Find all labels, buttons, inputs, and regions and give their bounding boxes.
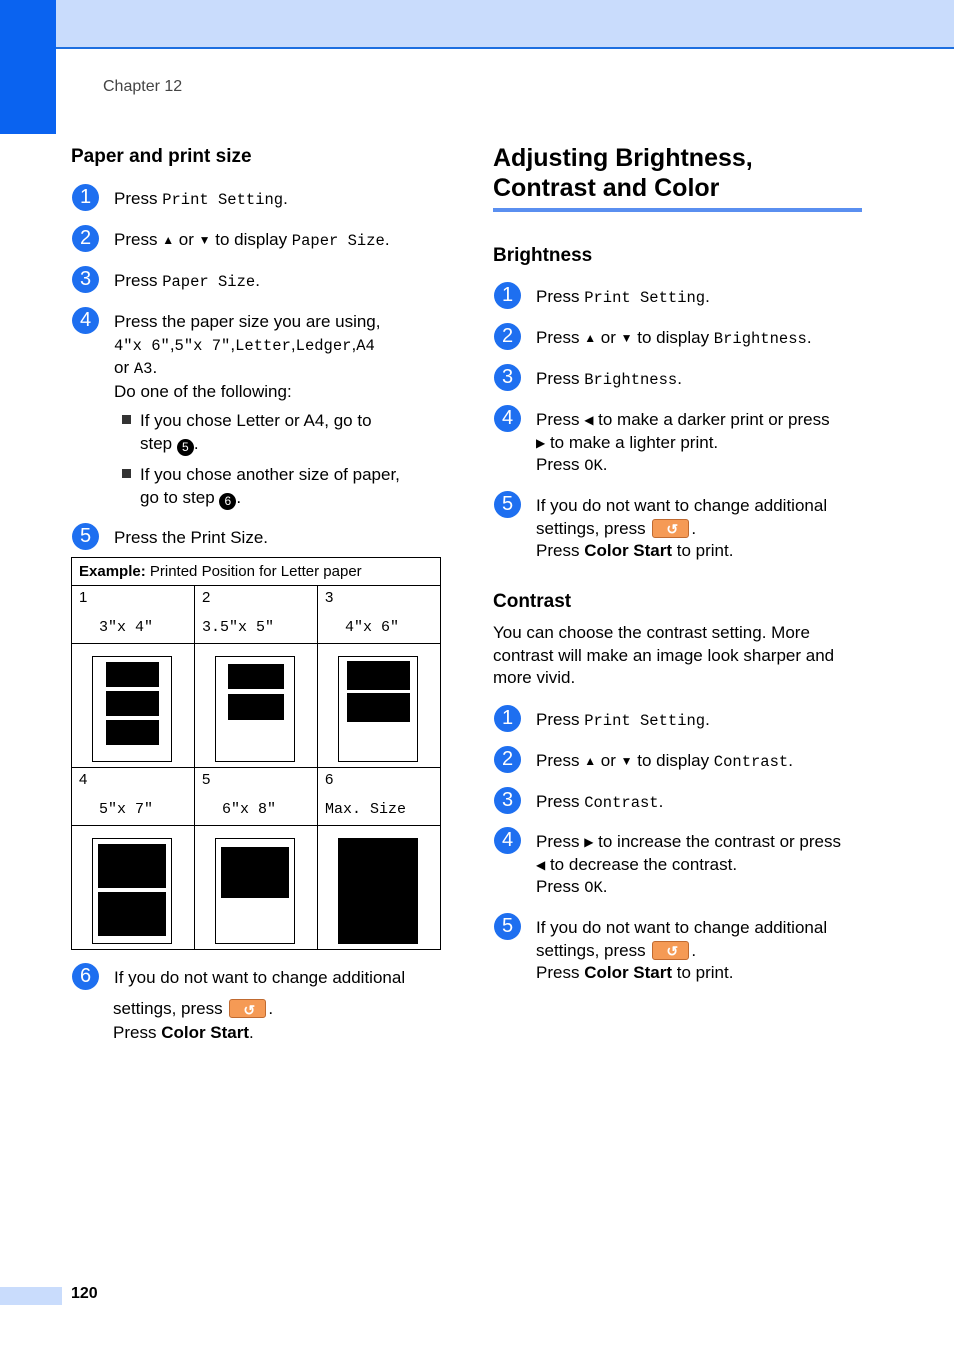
text-segment: . <box>658 792 664 811</box>
text-segment: Press <box>114 271 163 290</box>
paper-illustration-3-5x5 <box>195 644 318 768</box>
chapter-tab <box>0 0 56 134</box>
text-segment: . <box>705 287 710 306</box>
step-number-badge: 3 <box>72 266 99 293</box>
text-segment: Press <box>536 792 585 811</box>
cell-number: 3 <box>325 589 334 606</box>
text-segment: . <box>152 358 158 377</box>
lcd-text: Ledger <box>295 336 352 355</box>
text-segment: If you do not want to change additional <box>536 918 828 937</box>
lcd-text: Letter <box>235 336 291 355</box>
paper-illustration-5x7 <box>72 826 195 949</box>
text-segment: . <box>806 328 812 347</box>
lcd-text: Print Setting <box>584 712 706 730</box>
lcd-text: Brightness <box>713 330 807 348</box>
bullet-text: If you chose another size of paper, <box>140 465 400 484</box>
step-text <box>114 311 380 403</box>
bullet-text: If you chose Letter or A4, go to <box>140 411 372 430</box>
down-arrow-icon: ▼ <box>620 754 633 768</box>
contrast-description: You can choose the contrast setting. More contrast will make an image look sharper and more vivid. <box>493 623 835 687</box>
lcd-text: 5"x 7" <box>174 336 231 355</box>
paper-illustration-4x6 <box>318 644 440 768</box>
key-name: Color Start <box>584 541 673 560</box>
text-segment: or <box>596 751 621 770</box>
text-segment: Press <box>536 751 585 770</box>
table-cell <box>318 768 440 826</box>
text-segment: Press <box>536 541 585 560</box>
cell-size: Max. Size <box>325 801 407 818</box>
cell-size: 3"x 4" <box>99 619 154 636</box>
lcd-text: A3 <box>133 360 153 378</box>
cell-size: 4"x 6" <box>345 619 400 636</box>
step-number-badge: 2 <box>72 225 99 252</box>
text-segment: . <box>384 230 390 249</box>
left-arrow-icon: ◀ <box>584 413 594 427</box>
up-arrow-icon: ▲ <box>584 331 597 345</box>
text-segment: . <box>602 877 608 896</box>
lcd-text: Contrast <box>713 753 789 771</box>
text-segment: Press <box>536 710 585 729</box>
step-number-badge: 5 <box>72 523 99 550</box>
step-number-badge: 4 <box>494 405 521 432</box>
lcd-text: 4"x 6" <box>114 336 170 355</box>
text-segment: . <box>283 189 288 208</box>
text-segment: to make a lighter print. <box>545 432 719 452</box>
text-segment: Press <box>536 455 585 474</box>
text-segment: to display <box>632 328 714 347</box>
lcd-text: OK <box>584 457 603 475</box>
step-text: . <box>249 1023 254 1042</box>
down-arrow-icon: ▼ <box>198 233 211 247</box>
step-ref-6-icon: 6 <box>219 493 236 510</box>
text-segment: Press <box>536 410 585 429</box>
text-segment: If you do not want to change additional <box>114 968 406 987</box>
back-button-icon <box>652 941 689 960</box>
step-text <box>536 750 793 774</box>
text-segment: to display <box>210 230 292 249</box>
text-segment: to make a darker print or press <box>593 410 830 429</box>
step-text <box>536 791 663 815</box>
bullet-square-icon <box>122 415 131 424</box>
step-text <box>536 327 812 351</box>
step-6-continued <box>113 997 273 1045</box>
step-text <box>114 229 390 253</box>
step-text <box>536 495 827 563</box>
text-segment: Press <box>536 963 585 982</box>
text-segment: Press <box>536 369 585 388</box>
step-number-badge: 3 <box>494 364 521 391</box>
title-underline <box>493 208 862 212</box>
table-cell <box>195 768 318 826</box>
step-text <box>536 286 710 310</box>
text-segment: . <box>602 455 608 474</box>
section-heading-contrast: Contrast <box>493 591 572 612</box>
step-number-badge: 2 <box>494 746 521 773</box>
bullet-text: go to step <box>140 488 220 507</box>
text-segment: to print. <box>672 963 734 982</box>
step-text: . <box>268 999 274 1018</box>
step-number-badge: 3 <box>494 787 521 814</box>
text-segment: , <box>351 334 357 354</box>
up-arrow-icon: ▲ <box>162 233 175 247</box>
left-arrow-icon: ◀ <box>536 857 546 872</box>
up-arrow-icon: ▲ <box>584 754 597 768</box>
key-name: Color Start <box>584 963 673 982</box>
bullet-text: step <box>140 434 177 453</box>
text-segment: settings, press <box>536 940 651 960</box>
step-number-badge: 4 <box>72 307 99 334</box>
title-line: Contrast and Color <box>493 174 720 202</box>
step-number-badge: 1 <box>494 705 521 732</box>
bullet-letter-a4 <box>122 409 442 456</box>
page-number: 120 <box>71 1285 98 1302</box>
text-segment: Press <box>536 832 585 851</box>
chapter-label: Chapter 12 <box>103 78 183 95</box>
text-segment: Press the paper size you are using, <box>114 312 381 331</box>
text-segment: to display <box>632 751 714 770</box>
lcd-text: Paper Size <box>291 232 385 250</box>
text-segment: . <box>691 940 697 960</box>
text-segment: . <box>677 369 682 388</box>
step-text <box>536 709 710 733</box>
lcd-text: Paper Size <box>162 273 256 291</box>
section-heading-paper-size: Paper and print size <box>71 146 252 167</box>
lcd-text: A4 <box>356 336 375 355</box>
caption-bold: Example: <box>79 563 146 580</box>
text-segment: . <box>255 271 260 290</box>
lcd-text: Brightness <box>584 371 678 389</box>
text-segment: If you do not want to change additional <box>536 496 828 515</box>
text-segment: or <box>114 358 134 377</box>
text-segment: Press <box>114 189 163 208</box>
step-text: Press <box>113 1023 162 1042</box>
step-number-badge: 5 <box>494 491 521 518</box>
text-segment: , <box>169 334 175 354</box>
text-segment: Do one of the following: <box>114 381 292 401</box>
bullet-other-size <box>122 463 442 510</box>
step-text <box>536 831 841 900</box>
lcd-text: Print Setting <box>584 289 706 307</box>
bullet-text: . <box>236 488 242 507</box>
text-segment: , <box>290 334 296 354</box>
cell-size: 3.5"x 5" <box>202 619 275 636</box>
cell-number: 2 <box>202 589 211 606</box>
cell-number: 1 <box>79 589 88 606</box>
caption-text: Printed Position for Letter paper <box>145 563 362 580</box>
table-cell <box>195 586 318 644</box>
print-position-table <box>71 557 441 950</box>
page-title <box>493 143 862 203</box>
text-segment: Press <box>114 230 163 249</box>
text-segment: to decrease the contrast. <box>545 854 738 874</box>
text-segment: settings, press <box>536 518 651 538</box>
table-cell <box>72 586 195 644</box>
text-segment: Press the Print Size. <box>114 528 269 547</box>
step-number-badge: 5 <box>494 913 521 940</box>
bullet-text: . <box>193 434 199 453</box>
step-text <box>536 409 830 478</box>
text-segment: or <box>174 230 199 249</box>
footer-band <box>0 1287 62 1305</box>
paper-illustration-max-size <box>318 826 440 949</box>
step-number-badge: 1 <box>494 282 521 309</box>
text-segment: to increase the contrast or press <box>593 832 841 851</box>
back-button-icon <box>229 999 266 1018</box>
text-segment: Press <box>536 287 585 306</box>
cell-number: 5 <box>202 771 211 788</box>
step-number-badge: 1 <box>72 184 99 211</box>
key-name: Color Start <box>161 1023 250 1042</box>
paper-illustration-6x8 <box>195 826 318 949</box>
table-cell <box>72 768 195 826</box>
lcd-text: Contrast <box>584 794 659 812</box>
title-line: Adjusting Brightness, <box>493 144 753 172</box>
step-text <box>114 967 405 990</box>
text-segment: or <box>596 328 621 347</box>
table-cell <box>318 586 440 644</box>
table-caption <box>72 558 440 586</box>
step-text <box>536 917 827 985</box>
cell-size: 6"x 8" <box>222 801 277 818</box>
text-segment: , <box>230 334 236 354</box>
right-arrow-icon: ▶ <box>584 835 594 849</box>
lcd-text: Print Setting <box>162 191 284 209</box>
step-ref-5-icon: 5 <box>177 439 194 456</box>
step-number-badge: 4 <box>494 827 521 854</box>
text-segment: . <box>691 518 697 538</box>
text-segment: . <box>788 751 793 770</box>
cell-number: 4 <box>79 771 88 788</box>
step-text <box>114 270 260 294</box>
text-segment: Press <box>536 328 585 347</box>
section-heading-brightness: Brightness <box>493 245 593 266</box>
step-text <box>114 527 268 550</box>
cell-size: 5"x 7" <box>99 801 154 818</box>
lcd-text: OK <box>584 879 603 897</box>
text-segment: to print. <box>672 541 734 560</box>
bullet-square-icon <box>122 469 131 478</box>
right-arrow-icon: ▶ <box>536 435 546 450</box>
cell-number: 6 <box>325 771 334 788</box>
step-text <box>536 368 682 392</box>
step-text <box>114 188 288 212</box>
step-number-badge: 6 <box>72 963 99 990</box>
text-segment: . <box>705 710 710 729</box>
step-text: settings, press <box>113 999 223 1018</box>
back-button-icon <box>652 519 689 538</box>
text-segment: Press <box>536 877 585 896</box>
step-number-badge: 2 <box>494 323 521 350</box>
down-arrow-icon: ▼ <box>620 331 633 345</box>
header-band <box>0 0 954 49</box>
paper-illustration-3x4 <box>72 644 195 768</box>
